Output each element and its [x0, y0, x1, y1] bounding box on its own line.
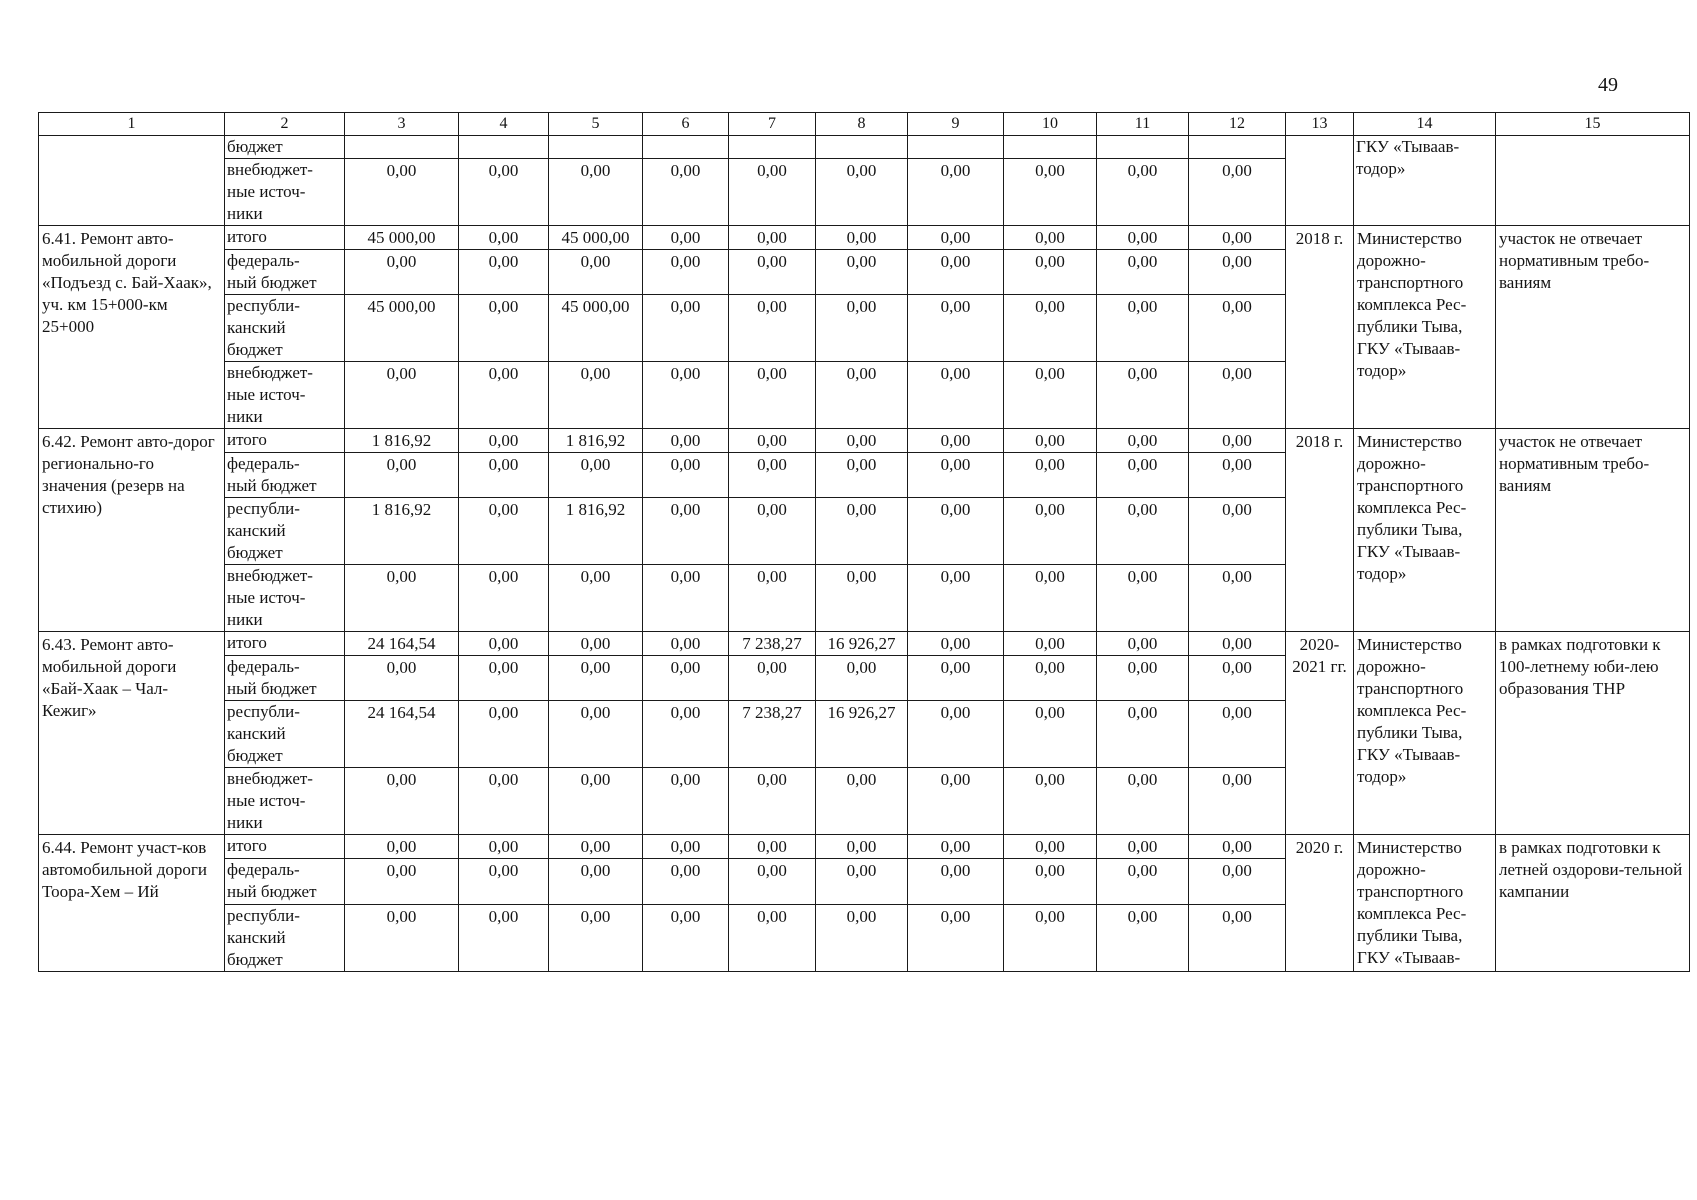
executor-cell: Министерство дорожно-транспортного комплекса Рес-публики Тыва, ГКУ «Тываав- — [1354, 835, 1496, 972]
value-cell: 0,00 — [643, 701, 729, 768]
value-cell: 0,00 — [1097, 632, 1189, 656]
value-cell: 0,00 — [1004, 835, 1097, 859]
value-cell: 0,00 — [345, 859, 459, 904]
item-name-cell: 6.44. Ремонт участ-ков автомобильной дороги Тоора-Хем – Ий — [39, 835, 225, 972]
column-header: 6 — [643, 113, 729, 136]
carryover-row — [39, 136, 1690, 159]
column-header: 13 — [1286, 113, 1354, 136]
value-cell: 0,00 — [729, 835, 816, 859]
value-cell: 0,00 — [729, 362, 816, 429]
value-cell: 0,00 — [729, 295, 816, 362]
value-cell: 0,00 — [1004, 632, 1097, 656]
value-cell: 0,00 — [908, 453, 1004, 498]
page-number: 49 — [1598, 74, 1618, 96]
source-cell: итого — [225, 429, 345, 453]
value-cell: 0,00 — [459, 362, 549, 429]
value-cell: 0,00 — [459, 429, 549, 453]
value-cell: 0,00 — [459, 453, 549, 498]
value-cell: 0,00 — [908, 656, 1004, 701]
value-cell: 0,00 — [459, 565, 549, 632]
source-cell: итого — [225, 226, 345, 250]
note-cell: участок не отвечает нормативным требо-ваниям — [1496, 226, 1690, 429]
value-cell: 16 926,27 — [816, 701, 908, 768]
carryover-year-cell — [1286, 136, 1354, 226]
column-header: 9 — [908, 113, 1004, 136]
column-header: 7 — [729, 113, 816, 136]
year-cell: 2018 г. — [1286, 226, 1354, 429]
value-cell: 0,00 — [549, 250, 643, 295]
value-cell: 0,00 — [908, 498, 1004, 565]
value-cell: 0,00 — [549, 159, 643, 226]
value-cell: 0,00 — [908, 701, 1004, 768]
value-cell: 0,00 — [729, 453, 816, 498]
value-cell: 0,00 — [908, 295, 1004, 362]
value-cell: 0,00 — [908, 250, 1004, 295]
value-cell — [729, 136, 816, 159]
value-cell: 0,00 — [1189, 159, 1286, 226]
value-cell — [908, 136, 1004, 159]
value-cell: 0,00 — [643, 859, 729, 904]
value-cell: 0,00 — [643, 250, 729, 295]
value-cell: 0,00 — [643, 295, 729, 362]
value-cell: 0,00 — [1097, 565, 1189, 632]
value-cell: 0,00 — [459, 498, 549, 565]
value-cell: 0,00 — [816, 453, 908, 498]
value-cell: 0,00 — [1097, 904, 1189, 972]
value-cell: 0,00 — [1004, 768, 1097, 835]
value-cell: 1 816,92 — [345, 498, 459, 565]
value-cell: 0,00 — [549, 453, 643, 498]
value-cell: 7 238,27 — [729, 632, 816, 656]
value-cell: 1 816,92 — [549, 429, 643, 453]
value-cell: 0,00 — [816, 859, 908, 904]
item-row — [39, 632, 1690, 656]
value-cell: 0,00 — [643, 632, 729, 656]
source-cell: федераль- ный бюджет — [225, 859, 345, 904]
value-cell: 0,00 — [816, 226, 908, 250]
value-cell: 0,00 — [345, 565, 459, 632]
value-cell: 0,00 — [1189, 632, 1286, 656]
value-cell: 0,00 — [345, 904, 459, 972]
value-cell: 0,00 — [345, 250, 459, 295]
value-cell: 0,00 — [908, 835, 1004, 859]
value-cell: 0,00 — [816, 295, 908, 362]
value-cell: 0,00 — [816, 429, 908, 453]
value-cell: 0,00 — [729, 768, 816, 835]
source-cell: бюджет — [225, 136, 345, 159]
column-header: 11 — [1097, 113, 1189, 136]
column-header: 2 — [225, 113, 345, 136]
value-cell: 0,00 — [459, 701, 549, 768]
value-cell: 0,00 — [1189, 429, 1286, 453]
value-cell: 45 000,00 — [549, 295, 643, 362]
value-cell: 0,00 — [1097, 362, 1189, 429]
value-cell: 0,00 — [345, 768, 459, 835]
value-cell: 0,00 — [729, 565, 816, 632]
column-header: 12 — [1189, 113, 1286, 136]
value-cell: 0,00 — [1189, 768, 1286, 835]
value-cell: 0,00 — [729, 498, 816, 565]
value-cell: 0,00 — [549, 632, 643, 656]
value-cell — [1097, 136, 1189, 159]
source-cell: республи- канский бюджет — [225, 498, 345, 565]
column-header: 3 — [345, 113, 459, 136]
source-cell: внебюджет- ные источ- ники — [225, 362, 345, 429]
value-cell: 0,00 — [816, 565, 908, 632]
source-cell: итого — [225, 632, 345, 656]
column-header: 4 — [459, 113, 549, 136]
value-cell: 0,00 — [1004, 701, 1097, 768]
value-cell: 0,00 — [643, 835, 729, 859]
value-cell: 0,00 — [1004, 656, 1097, 701]
value-cell: 0,00 — [1097, 768, 1189, 835]
value-cell: 0,00 — [643, 159, 729, 226]
value-cell: 0,00 — [1004, 904, 1097, 972]
value-cell: 0,00 — [1097, 859, 1189, 904]
value-cell — [1004, 136, 1097, 159]
item-row — [39, 226, 1690, 250]
value-cell — [549, 136, 643, 159]
executor-cell: Министерство дорожно-транспортного комплекса Рес-публики Тыва, ГКУ «Тываав-тодор» — [1354, 632, 1496, 835]
value-cell — [459, 136, 549, 159]
value-cell: 0,00 — [1189, 701, 1286, 768]
value-cell: 0,00 — [459, 656, 549, 701]
source-cell: федераль- ный бюджет — [225, 656, 345, 701]
value-cell: 0,00 — [459, 859, 549, 904]
value-cell: 0,00 — [908, 859, 1004, 904]
value-cell: 0,00 — [643, 656, 729, 701]
value-cell: 0,00 — [345, 362, 459, 429]
value-cell: 0,00 — [1189, 362, 1286, 429]
column-header: 5 — [549, 113, 643, 136]
source-cell: итого — [225, 835, 345, 859]
value-cell: 0,00 — [1004, 362, 1097, 429]
item-row — [39, 429, 1690, 453]
value-cell: 0,00 — [643, 429, 729, 453]
source-cell: внебюджет- ные источ- ники — [225, 159, 345, 226]
source-cell: федераль- ный бюджет — [225, 453, 345, 498]
value-cell: 0,00 — [816, 904, 908, 972]
value-cell: 0,00 — [729, 859, 816, 904]
value-cell: 0,00 — [1004, 859, 1097, 904]
value-cell: 0,00 — [643, 768, 729, 835]
value-cell: 0,00 — [1097, 429, 1189, 453]
column-header-row — [39, 113, 1690, 136]
note-cell: в рамках подготовки к 100-летнему юби-лею образования ТНР — [1496, 632, 1690, 835]
value-cell: 0,00 — [729, 429, 816, 453]
value-cell: 0,00 — [549, 768, 643, 835]
value-cell: 24 164,54 — [345, 632, 459, 656]
value-cell: 0,00 — [1004, 226, 1097, 250]
value-cell: 0,00 — [816, 656, 908, 701]
value-cell: 0,00 — [345, 835, 459, 859]
value-cell: 0,00 — [816, 250, 908, 295]
item-name-cell: 6.42. Ремонт авто-дорог регионально-го значения (резерв на стихию) — [39, 429, 225, 632]
value-cell: 0,00 — [1097, 498, 1189, 565]
value-cell: 0,00 — [729, 226, 816, 250]
item-name-cell: 6.43. Ремонт авто-мобильной дороги «Бай-Хаак – Чал-Кежиг» — [39, 632, 225, 835]
column-header: 14 — [1354, 113, 1496, 136]
value-cell: 0,00 — [816, 835, 908, 859]
value-cell: 0,00 — [1189, 835, 1286, 859]
value-cell: 0,00 — [1097, 295, 1189, 362]
executor-cell: Министерство дорожно-транспортного комплекса Рес-публики Тыва, ГКУ «Тываав-тодор» — [1354, 226, 1496, 429]
value-cell: 0,00 — [459, 632, 549, 656]
value-cell: 0,00 — [643, 498, 729, 565]
value-cell — [643, 136, 729, 159]
value-cell: 0,00 — [643, 362, 729, 429]
source-cell: внебюджет- ные источ- ники — [225, 768, 345, 835]
carryover-note-cell — [1496, 136, 1690, 226]
value-cell: 0,00 — [908, 632, 1004, 656]
note-cell: участок не отвечает нормативным требо-ваниям — [1496, 429, 1690, 632]
value-cell: 0,00 — [1189, 904, 1286, 972]
value-cell: 0,00 — [1004, 498, 1097, 565]
value-cell — [345, 136, 459, 159]
value-cell: 0,00 — [1189, 565, 1286, 632]
executor-cell: Министерство дорожно-транспортного комплекса Рес-публики Тыва, ГКУ «Тываав-тодор» — [1354, 429, 1496, 632]
value-cell: 0,00 — [549, 859, 643, 904]
value-cell: 0,00 — [816, 498, 908, 565]
item-name-cell: 6.41. Ремонт авто-мобильной дороги «Подъезд с. Бай-Хаак», уч. км 15+000-км 25+000 — [39, 226, 225, 429]
value-cell: 0,00 — [1097, 701, 1189, 768]
value-cell: 0,00 — [816, 159, 908, 226]
value-cell: 0,00 — [1189, 250, 1286, 295]
value-cell: 0,00 — [549, 362, 643, 429]
value-cell: 0,00 — [816, 768, 908, 835]
value-cell: 0,00 — [459, 159, 549, 226]
value-cell: 0,00 — [1097, 159, 1189, 226]
value-cell: 0,00 — [345, 453, 459, 498]
column-header: 15 — [1496, 113, 1690, 136]
value-cell: 0,00 — [729, 159, 816, 226]
value-cell: 0,00 — [459, 250, 549, 295]
source-cell: внебюджет- ные источ- ники — [225, 565, 345, 632]
executor-cell: ГКУ «Тываав- тодор» — [1354, 136, 1496, 226]
value-cell: 0,00 — [1189, 656, 1286, 701]
value-cell: 0,00 — [459, 835, 549, 859]
column-header: 1 — [39, 113, 225, 136]
value-cell: 0,00 — [1097, 250, 1189, 295]
value-cell: 0,00 — [345, 656, 459, 701]
value-cell: 0,00 — [643, 453, 729, 498]
value-cell: 0,00 — [1189, 226, 1286, 250]
value-cell: 0,00 — [1097, 835, 1189, 859]
value-cell: 0,00 — [643, 226, 729, 250]
value-cell: 16 926,27 — [816, 632, 908, 656]
value-cell — [816, 136, 908, 159]
value-cell: 0,00 — [908, 362, 1004, 429]
value-cell: 0,00 — [1189, 859, 1286, 904]
value-cell: 0,00 — [345, 159, 459, 226]
value-cell: 0,00 — [1189, 295, 1286, 362]
value-cell: 0,00 — [816, 362, 908, 429]
value-cell: 0,00 — [908, 226, 1004, 250]
budget-table — [38, 112, 1690, 972]
note-cell: в рамках подготовки к летней оздорови-тельной кампании — [1496, 835, 1690, 972]
source-cell: республи- канский бюджет — [225, 701, 345, 768]
value-cell: 0,00 — [459, 904, 549, 972]
value-cell: 0,00 — [459, 226, 549, 250]
year-cell: 2020 г. — [1286, 835, 1354, 972]
value-cell: 0,00 — [908, 159, 1004, 226]
value-cell: 0,00 — [459, 768, 549, 835]
item-row — [39, 835, 1690, 859]
value-cell — [1189, 136, 1286, 159]
value-cell: 0,00 — [908, 768, 1004, 835]
value-cell: 0,00 — [908, 429, 1004, 453]
value-cell: 0,00 — [1004, 159, 1097, 226]
value-cell: 0,00 — [729, 656, 816, 701]
value-cell: 0,00 — [729, 904, 816, 972]
year-cell: 2018 г. — [1286, 429, 1354, 632]
value-cell: 45 000,00 — [345, 295, 459, 362]
value-cell: 0,00 — [1004, 250, 1097, 295]
value-cell: 0,00 — [549, 835, 643, 859]
value-cell: 7 238,27 — [729, 701, 816, 768]
value-cell: 0,00 — [1097, 656, 1189, 701]
value-cell: 0,00 — [643, 904, 729, 972]
value-cell: 24 164,54 — [345, 701, 459, 768]
value-cell: 0,00 — [1004, 453, 1097, 498]
value-cell: 1 816,92 — [345, 429, 459, 453]
value-cell: 1 816,92 — [549, 498, 643, 565]
year-cell: 2020-2021 гг. — [1286, 632, 1354, 835]
value-cell: 0,00 — [729, 250, 816, 295]
value-cell: 0,00 — [908, 565, 1004, 632]
value-cell: 0,00 — [1004, 565, 1097, 632]
value-cell: 0,00 — [549, 701, 643, 768]
value-cell: 0,00 — [1097, 226, 1189, 250]
value-cell: 0,00 — [549, 904, 643, 972]
column-header: 10 — [1004, 113, 1097, 136]
value-cell: 0,00 — [549, 656, 643, 701]
value-cell: 0,00 — [1004, 295, 1097, 362]
column-header: 8 — [816, 113, 908, 136]
value-cell: 0,00 — [459, 295, 549, 362]
source-cell: федераль- ный бюджет — [225, 250, 345, 295]
value-cell: 0,00 — [643, 565, 729, 632]
source-cell: республи- канский бюджет — [225, 904, 345, 972]
value-cell: 45 000,00 — [345, 226, 459, 250]
source-cell: республи- канский бюджет — [225, 295, 345, 362]
value-cell: 0,00 — [908, 904, 1004, 972]
value-cell: 0,00 — [1004, 429, 1097, 453]
carryover-name-cell — [39, 136, 225, 226]
value-cell: 0,00 — [549, 565, 643, 632]
value-cell: 0,00 — [1189, 453, 1286, 498]
value-cell: 0,00 — [1189, 498, 1286, 565]
value-cell: 45 000,00 — [549, 226, 643, 250]
value-cell: 0,00 — [1097, 453, 1189, 498]
